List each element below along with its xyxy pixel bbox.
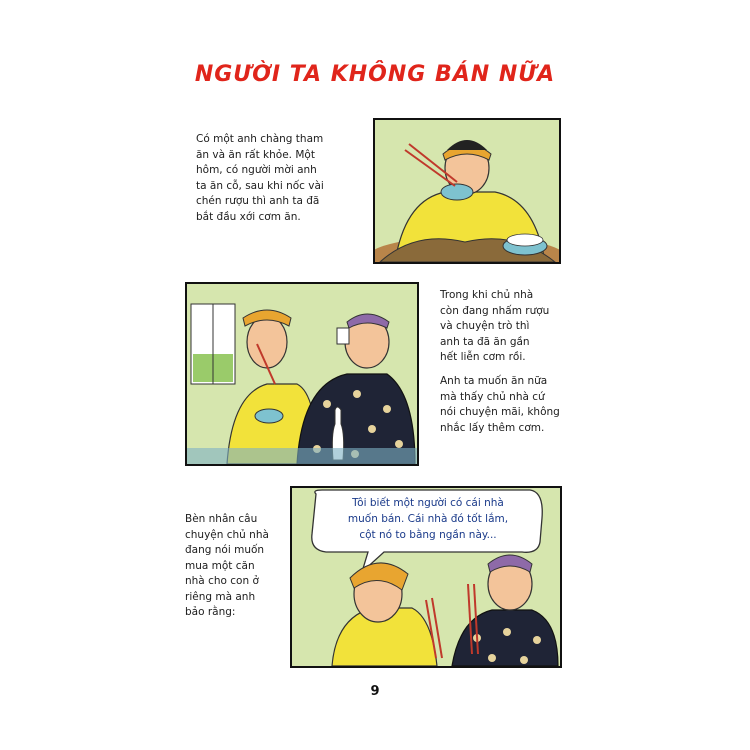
text-line: Có một anh chàng tham (196, 133, 324, 145)
text-line: ta ăn cỗ, sau khi nốc vài (196, 179, 324, 192)
speech-line: muốn bán. Cái nhà đó tốt lắm, (347, 513, 509, 525)
text-line: Anh ta muốn ăn nữa (440, 375, 548, 387)
story-title: NGƯỜI TA KHÔNG BÁN NỮA (194, 62, 556, 87)
text-line: chén rượu thì anh ta đã (196, 195, 320, 207)
text-line: còn đang nhấm rượu (440, 304, 550, 317)
text-line: hết liễn cơm rồi. (440, 351, 526, 363)
text-line: Bèn nhân câu (185, 513, 258, 525)
narration-paragraph-1 (196, 132, 366, 225)
comic-panel-3 (290, 486, 562, 668)
text-line: Trong khi chủ nhà (440, 289, 534, 301)
text-line: mua một căn (185, 559, 255, 572)
text-line: bắt đầu xới cơm ăn. (196, 210, 301, 223)
text-line: mà thấy chủ nhà cứ (440, 390, 545, 403)
panel-1-illustration (375, 120, 559, 262)
text-line: ăn và ăn rất khỏe. Một (196, 148, 315, 161)
narration-paragraph-2 (440, 288, 570, 366)
text-line: nhà cho con ở (185, 575, 259, 587)
text-line: và chuyện trò thì (440, 320, 530, 332)
panel-2-illustration (187, 284, 417, 464)
narration-paragraph-3 (440, 374, 570, 436)
page-number: 9 (370, 684, 380, 699)
text-line: nhắc lấy thêm cơm. (440, 421, 545, 434)
panel-3-illustration (292, 488, 560, 666)
text-line: chuyện chủ nhà (185, 528, 269, 541)
speech-line: cột nó to bằng ngần này... (359, 529, 497, 541)
text-line: đang nói muốn (185, 544, 265, 556)
comic-panel-2 (185, 282, 419, 466)
text-line: anh ta đã ăn gần (440, 335, 530, 348)
text-line: bảo rằng: (185, 606, 236, 618)
text-line: nói chuyện mãi, không (440, 406, 560, 418)
speech-line: Tôi biết một người có cái nhà (352, 497, 504, 509)
text-line: hôm, có người mời anh (196, 164, 317, 176)
comic-panel-1 (373, 118, 561, 264)
narration-paragraph-4 (185, 512, 283, 621)
text-line: riêng mà anh (185, 590, 256, 603)
